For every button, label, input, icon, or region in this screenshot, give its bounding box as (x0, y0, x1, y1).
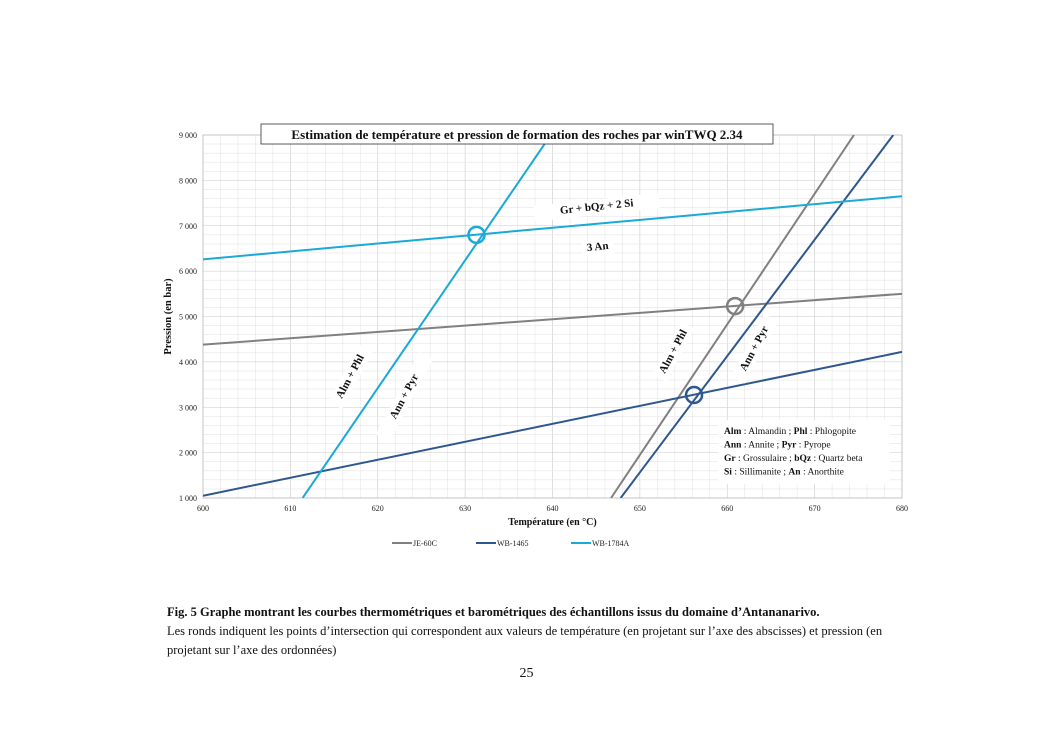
left-alm-label: Alm + Phl (333, 352, 367, 401)
x-tick-label: 640 (546, 504, 559, 513)
right-ann-label-group (731, 314, 778, 383)
x-tick-label: 620 (371, 504, 384, 513)
figure-caption (167, 603, 907, 660)
left-alm-label-group (329, 344, 373, 409)
y-axis-label: Pression (en bar) (163, 278, 174, 355)
reaction-product-label: 3 An (586, 239, 610, 255)
abbrev-row: Alm : Almandin ; Phl : Phlogopite (724, 427, 856, 437)
left-ann-label-group (376, 352, 433, 441)
x-axis-label: Température (en °C) (508, 517, 597, 528)
legend-label-wb-1784a: WB-1784A (592, 539, 630, 548)
y-tick-label: 6 000 (179, 267, 197, 277)
reaction-top-label: Gr + bQz + 2 Si (559, 197, 634, 217)
abbrev-row: Ann : Annite ; Pyr : Pyrope (724, 440, 831, 451)
y-tick-label: 7 000 (179, 221, 197, 231)
x-tick-label: 650 (633, 504, 646, 513)
y-tick-label: 8 000 (179, 176, 197, 186)
x-tick-label: 610 (284, 504, 297, 513)
legend (392, 539, 630, 548)
y-tick-label: 9 000 (179, 131, 197, 140)
caption-title: Fig. 5 Graphe montrant les courbes thermométriques et barométriques des échantillons issus du domaine d’Antananarivo. (167, 605, 820, 619)
abbrev-row: Gr : Grossulaire ; bQz : Quartz beta (724, 454, 863, 464)
right-ann-label: Ann + Pyr (737, 324, 772, 374)
right-alm-label-group (653, 322, 695, 382)
abbrev-row: Si : Sillimanite ; An : Anorthite (724, 467, 844, 478)
y-tick-label: 2 000 (179, 448, 197, 458)
x-tick-label: 680 (896, 504, 908, 513)
x-tick-label: 670 (808, 504, 821, 513)
page-number: 25 (519, 666, 534, 681)
right-alm-label: Alm + Phl (656, 327, 690, 376)
legend-label-je-60c: JE-60C (413, 539, 437, 548)
chart-title: Estimation de température et pression de formation des roches par winTWQ 2.34 (291, 127, 743, 142)
y-tick-label: 1 000 (179, 494, 197, 503)
y-tick-label: 3 000 (179, 403, 197, 413)
left-ann-label: Ann + Pyr (387, 372, 422, 422)
legend-label-wb-1465: WB-1465 (497, 539, 529, 548)
reaction-product-label-group (581, 238, 614, 257)
y-tick-label: 5 000 (179, 312, 197, 322)
x-tick-label: 600 (197, 504, 209, 513)
x-tick-label: 630 (459, 504, 472, 513)
y-tick-label: 4 000 (179, 357, 197, 367)
caption-text: Les ronds indiquent les points d’intersection qui correspondent aux valeurs de température (en projetant sur l’axe des abscisses) et pression (en projetant sur l’axe des ordonnées) (167, 624, 883, 657)
x-tick-label: 660 (721, 504, 734, 513)
